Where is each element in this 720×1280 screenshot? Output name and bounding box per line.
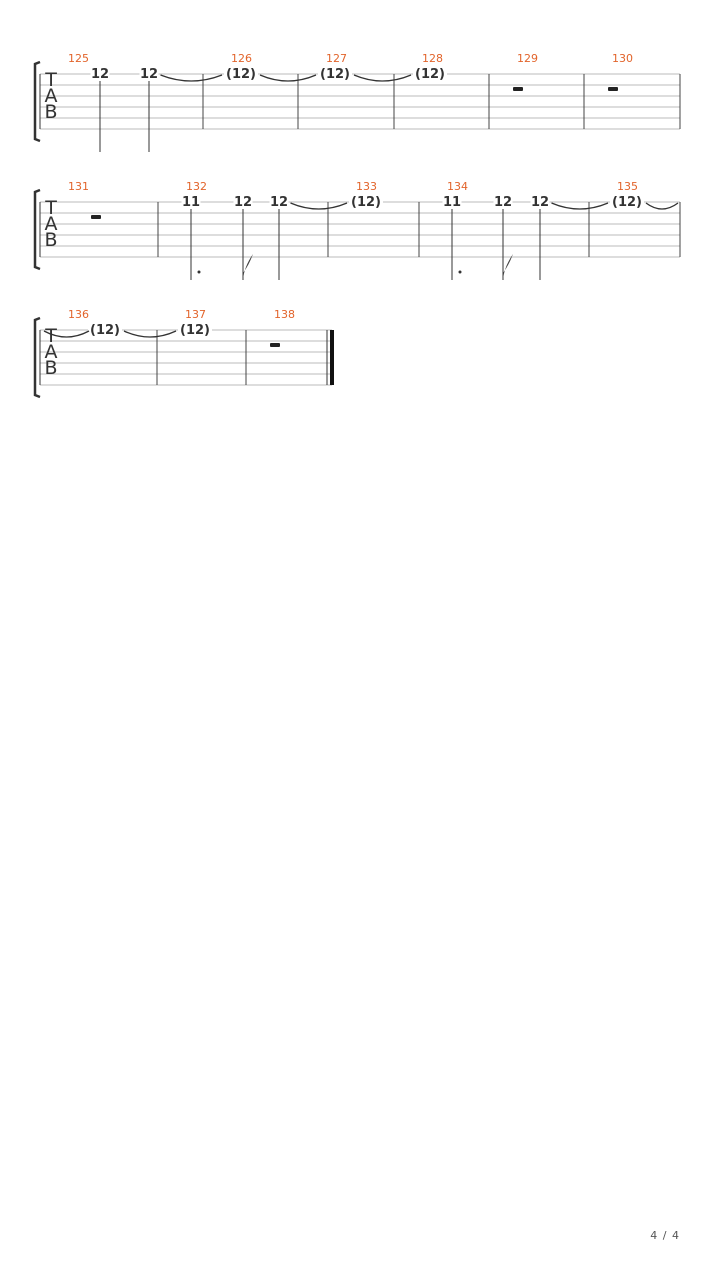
measure-number: 136 bbox=[68, 308, 89, 321]
fret-number: (12) bbox=[351, 195, 381, 210]
fret-number: 11 bbox=[181, 195, 201, 210]
tab-clef-letter: B bbox=[44, 229, 58, 251]
system-bracket bbox=[35, 318, 40, 397]
measure-number: 134 bbox=[447, 180, 468, 193]
half-rest bbox=[608, 87, 618, 91]
fret-number: (12) bbox=[612, 195, 642, 210]
measure-number: 132 bbox=[186, 180, 207, 193]
fret-number: 12 bbox=[269, 195, 289, 210]
measure-number: 127 bbox=[326, 52, 347, 65]
note-flag bbox=[503, 254, 513, 280]
fret-number: 12 bbox=[139, 67, 159, 82]
tie-arc bbox=[260, 75, 316, 81]
tab-clef-letter: T bbox=[45, 197, 57, 219]
measure-number: 130 bbox=[612, 52, 633, 65]
measure-number: 125 bbox=[68, 52, 89, 65]
note-flag bbox=[243, 254, 253, 280]
final-barline-thick bbox=[330, 330, 334, 385]
half-rest bbox=[91, 215, 101, 219]
measure-number: 138 bbox=[274, 308, 295, 321]
measure-number: 133 bbox=[356, 180, 377, 193]
fret-number: 12 bbox=[233, 195, 253, 210]
measure-number: 128 bbox=[422, 52, 443, 65]
tie-arc bbox=[552, 203, 609, 209]
tab-clef-letter: T bbox=[45, 69, 57, 91]
tab-clef-letter: B bbox=[44, 357, 58, 379]
augmentation-dot bbox=[459, 271, 462, 274]
measure-number: 135 bbox=[617, 180, 638, 193]
tie-arc bbox=[124, 331, 176, 337]
tab-clef-letter: A bbox=[44, 85, 58, 107]
measure-number: 131 bbox=[68, 180, 89, 193]
fret-number: (12) bbox=[90, 323, 120, 338]
fret-number: (12) bbox=[226, 67, 256, 82]
tie-arc-outgoing bbox=[646, 203, 678, 209]
half-rest bbox=[270, 343, 280, 347]
fret-number: (12) bbox=[180, 323, 210, 338]
fret-number: 12 bbox=[493, 195, 513, 210]
fret-number: 12 bbox=[90, 67, 110, 82]
fret-number: (12) bbox=[320, 67, 350, 82]
tab-clef-letter: B bbox=[44, 101, 58, 123]
fret-number: 11 bbox=[442, 195, 462, 210]
measure-number: 129 bbox=[517, 52, 538, 65]
tie-arc bbox=[291, 203, 348, 209]
page-number: 4 / 4 bbox=[650, 1229, 680, 1242]
tab-clef-letter: A bbox=[44, 213, 58, 235]
half-rest bbox=[513, 87, 523, 91]
tab-score bbox=[0, 0, 720, 420]
tie-arc bbox=[161, 75, 223, 81]
tie-arc bbox=[354, 75, 411, 81]
system-bracket bbox=[35, 190, 40, 269]
measure-number: 126 bbox=[231, 52, 252, 65]
fret-number: 12 bbox=[530, 195, 550, 210]
system-bracket bbox=[35, 62, 40, 141]
augmentation-dot bbox=[198, 271, 201, 274]
tab-clef-letter: T bbox=[45, 325, 57, 347]
fret-number: (12) bbox=[415, 67, 445, 82]
tab-clef-letter: A bbox=[44, 341, 58, 363]
measure-number: 137 bbox=[185, 308, 206, 321]
